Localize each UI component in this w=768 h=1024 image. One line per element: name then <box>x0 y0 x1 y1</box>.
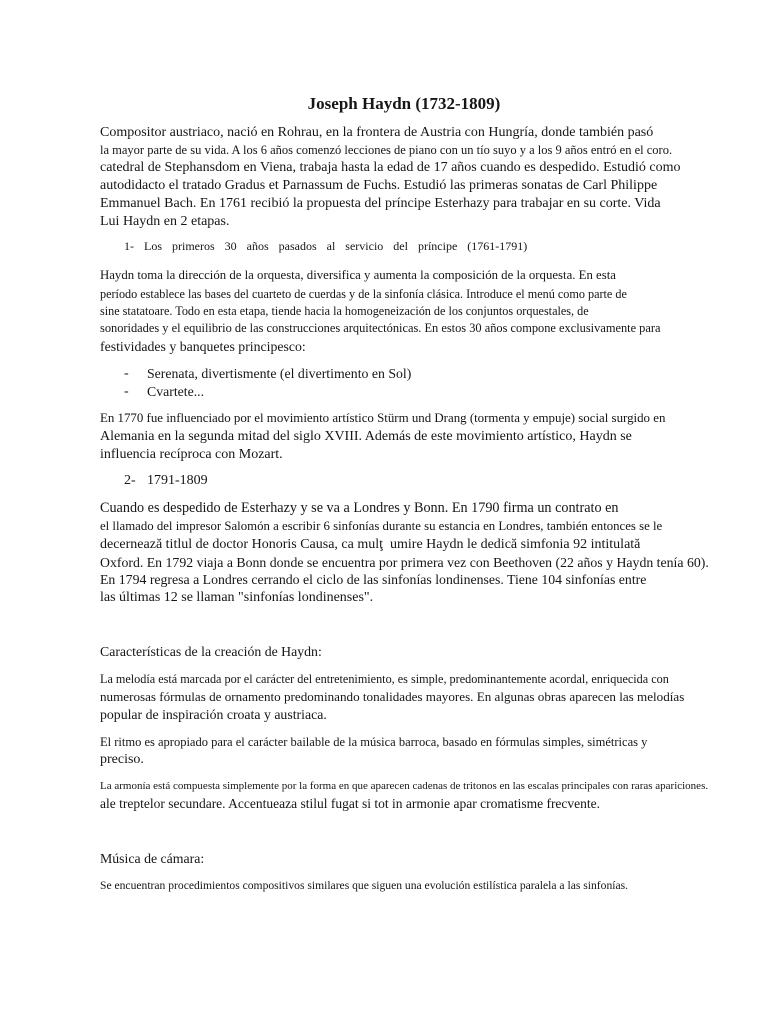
section-heading: Música de cámara: <box>100 851 205 866</box>
stage-2-line: decernează titlul de doctor Honoris Causa, ca mulţ umire Haydn le dedică simfonia 92 intitulată <box>100 537 641 552</box>
page-title: Joseph Haydn (1732-1809) <box>307 94 501 113</box>
influence-line: Alemania en la segunda mitad del siglo XVIII. Además de este movimiento artístico, Haydn se <box>100 429 632 444</box>
stage-1-line: período establece las bases del cuarteto de cuerdas y de la sinfonía clásica. Introduce el menú como parte de <box>100 287 627 301</box>
list-item: Cvartete... <box>147 384 205 399</box>
intro-line: Compositor austriaco, nació en Rohrau, en la frontera de Austria con Hungría, donde también pasó <box>100 125 654 140</box>
melody-line: numerosas fórmulas de ornamento predominando tonalidades mayores. En algunas obras aparecen las melodías <box>100 689 685 704</box>
intro-line: Emmanuel Bach. En 1761 recibió la propuesta del príncipe Esterhazy para trabajar en su corte. Vida <box>100 196 661 211</box>
stage-2-line: las últimas 12 se llaman "sinfonías londinenses". <box>100 590 374 605</box>
stage-1-marker: 1- <box>124 239 134 253</box>
list-item: Serenata, divertismente (el divertimento en Sol) <box>147 366 412 381</box>
stage-1-line: Haydn toma la dirección de la orquesta, diversifica y aumenta la composición de la orquesta. En esta <box>100 268 616 282</box>
influence-line: influencia recíproca con Mozart. <box>100 447 283 462</box>
stage-2-marker: 2- <box>124 473 136 488</box>
rhythm-line: El ritmo es apropiado para el carácter bailable de la música barroca, basado en fórmulas simples, simétricas y <box>100 735 648 749</box>
harmony-line: ale treptelor secundare. Accentueaza stilul fugat si tot in armonie apar cromatisme frecvente. <box>100 796 601 811</box>
stage-1-line: sonoridades y el equilibrio de las construcciones arquitectónicas. En estos 30 años compone exclusivamente para <box>100 321 661 335</box>
section-heading: Características de la creación de Haydn: <box>100 644 322 659</box>
stage-2-line: En 1794 regresa a Londres cerrando el ciclo de las sinfonías londinenses. Tiene 104 sinfonías entre <box>100 572 647 587</box>
stage-2-line: el llamado del impresor Salomón a escribir 6 sinfonías durante su estancia en Londres, también entonces se le <box>100 519 663 533</box>
stage-2-line: Cuando es despedido de Esterhazy y se va a Londres y Bonn. En 1790 firma un contrato en <box>100 500 619 516</box>
melody-line: popular de inspiración croata y austriaca. <box>100 707 327 722</box>
stage-2-line: Oxford. En 1792 viaja a Bonn donde se encuentra por primera vez con Beethoven (22 años y Haydn tenía 60). <box>100 555 709 570</box>
influence-line: En 1770 fue influenciado por el movimiento artístico Stürm und Drang (tormenta y empuje) social surgido en <box>100 411 666 425</box>
stage-1-line: sine statatoare. Todo en esta etapa, tiende hacia la homogeneización de los conjuntos orquestales, de <box>100 304 589 318</box>
stage-1-heading: Los primeros 30 años pasados al servicio del príncipe (1761-1791) <box>144 239 528 253</box>
stage-1-line: festividades y banquetes principesco: <box>100 339 306 354</box>
intro-line: autodidacto el tratado Gradus et Parnassum de Fuchs. Estudió las primeras sonatas de Carl Philippe <box>100 178 658 193</box>
list-marker: - <box>124 366 129 381</box>
harmony-line: La armonía está compuesta simplemente por la forma en que aparecen cadenas de tritonos en las escalas principales con raras apariciones. <box>100 780 709 792</box>
intro-line: catedral de Stephansdom en Viena, trabaja hasta la edad de 17 años cuando es despedido. Estudió como <box>100 160 681 175</box>
melody-line: La melodía está marcada por el carácter del entretenimiento, es simple, predominantemente acordal, enriquecida con <box>100 672 669 686</box>
chamber-line: Se encuentran procedimientos compositivos similares que siguen una evolución estilística paralela a las sinfonías. <box>100 879 629 892</box>
list-marker: - <box>124 384 129 399</box>
rhythm-line: preciso. <box>100 752 144 767</box>
intro-line: Lui Haydn en 2 etapas. <box>100 214 230 229</box>
stage-2-heading: 1791-1809 <box>147 473 208 488</box>
intro-line: la mayor parte de su vida. A los 6 años comenzó lecciones de piano con un tío suyo y a los 9 años entró en el coro. <box>100 143 673 157</box>
